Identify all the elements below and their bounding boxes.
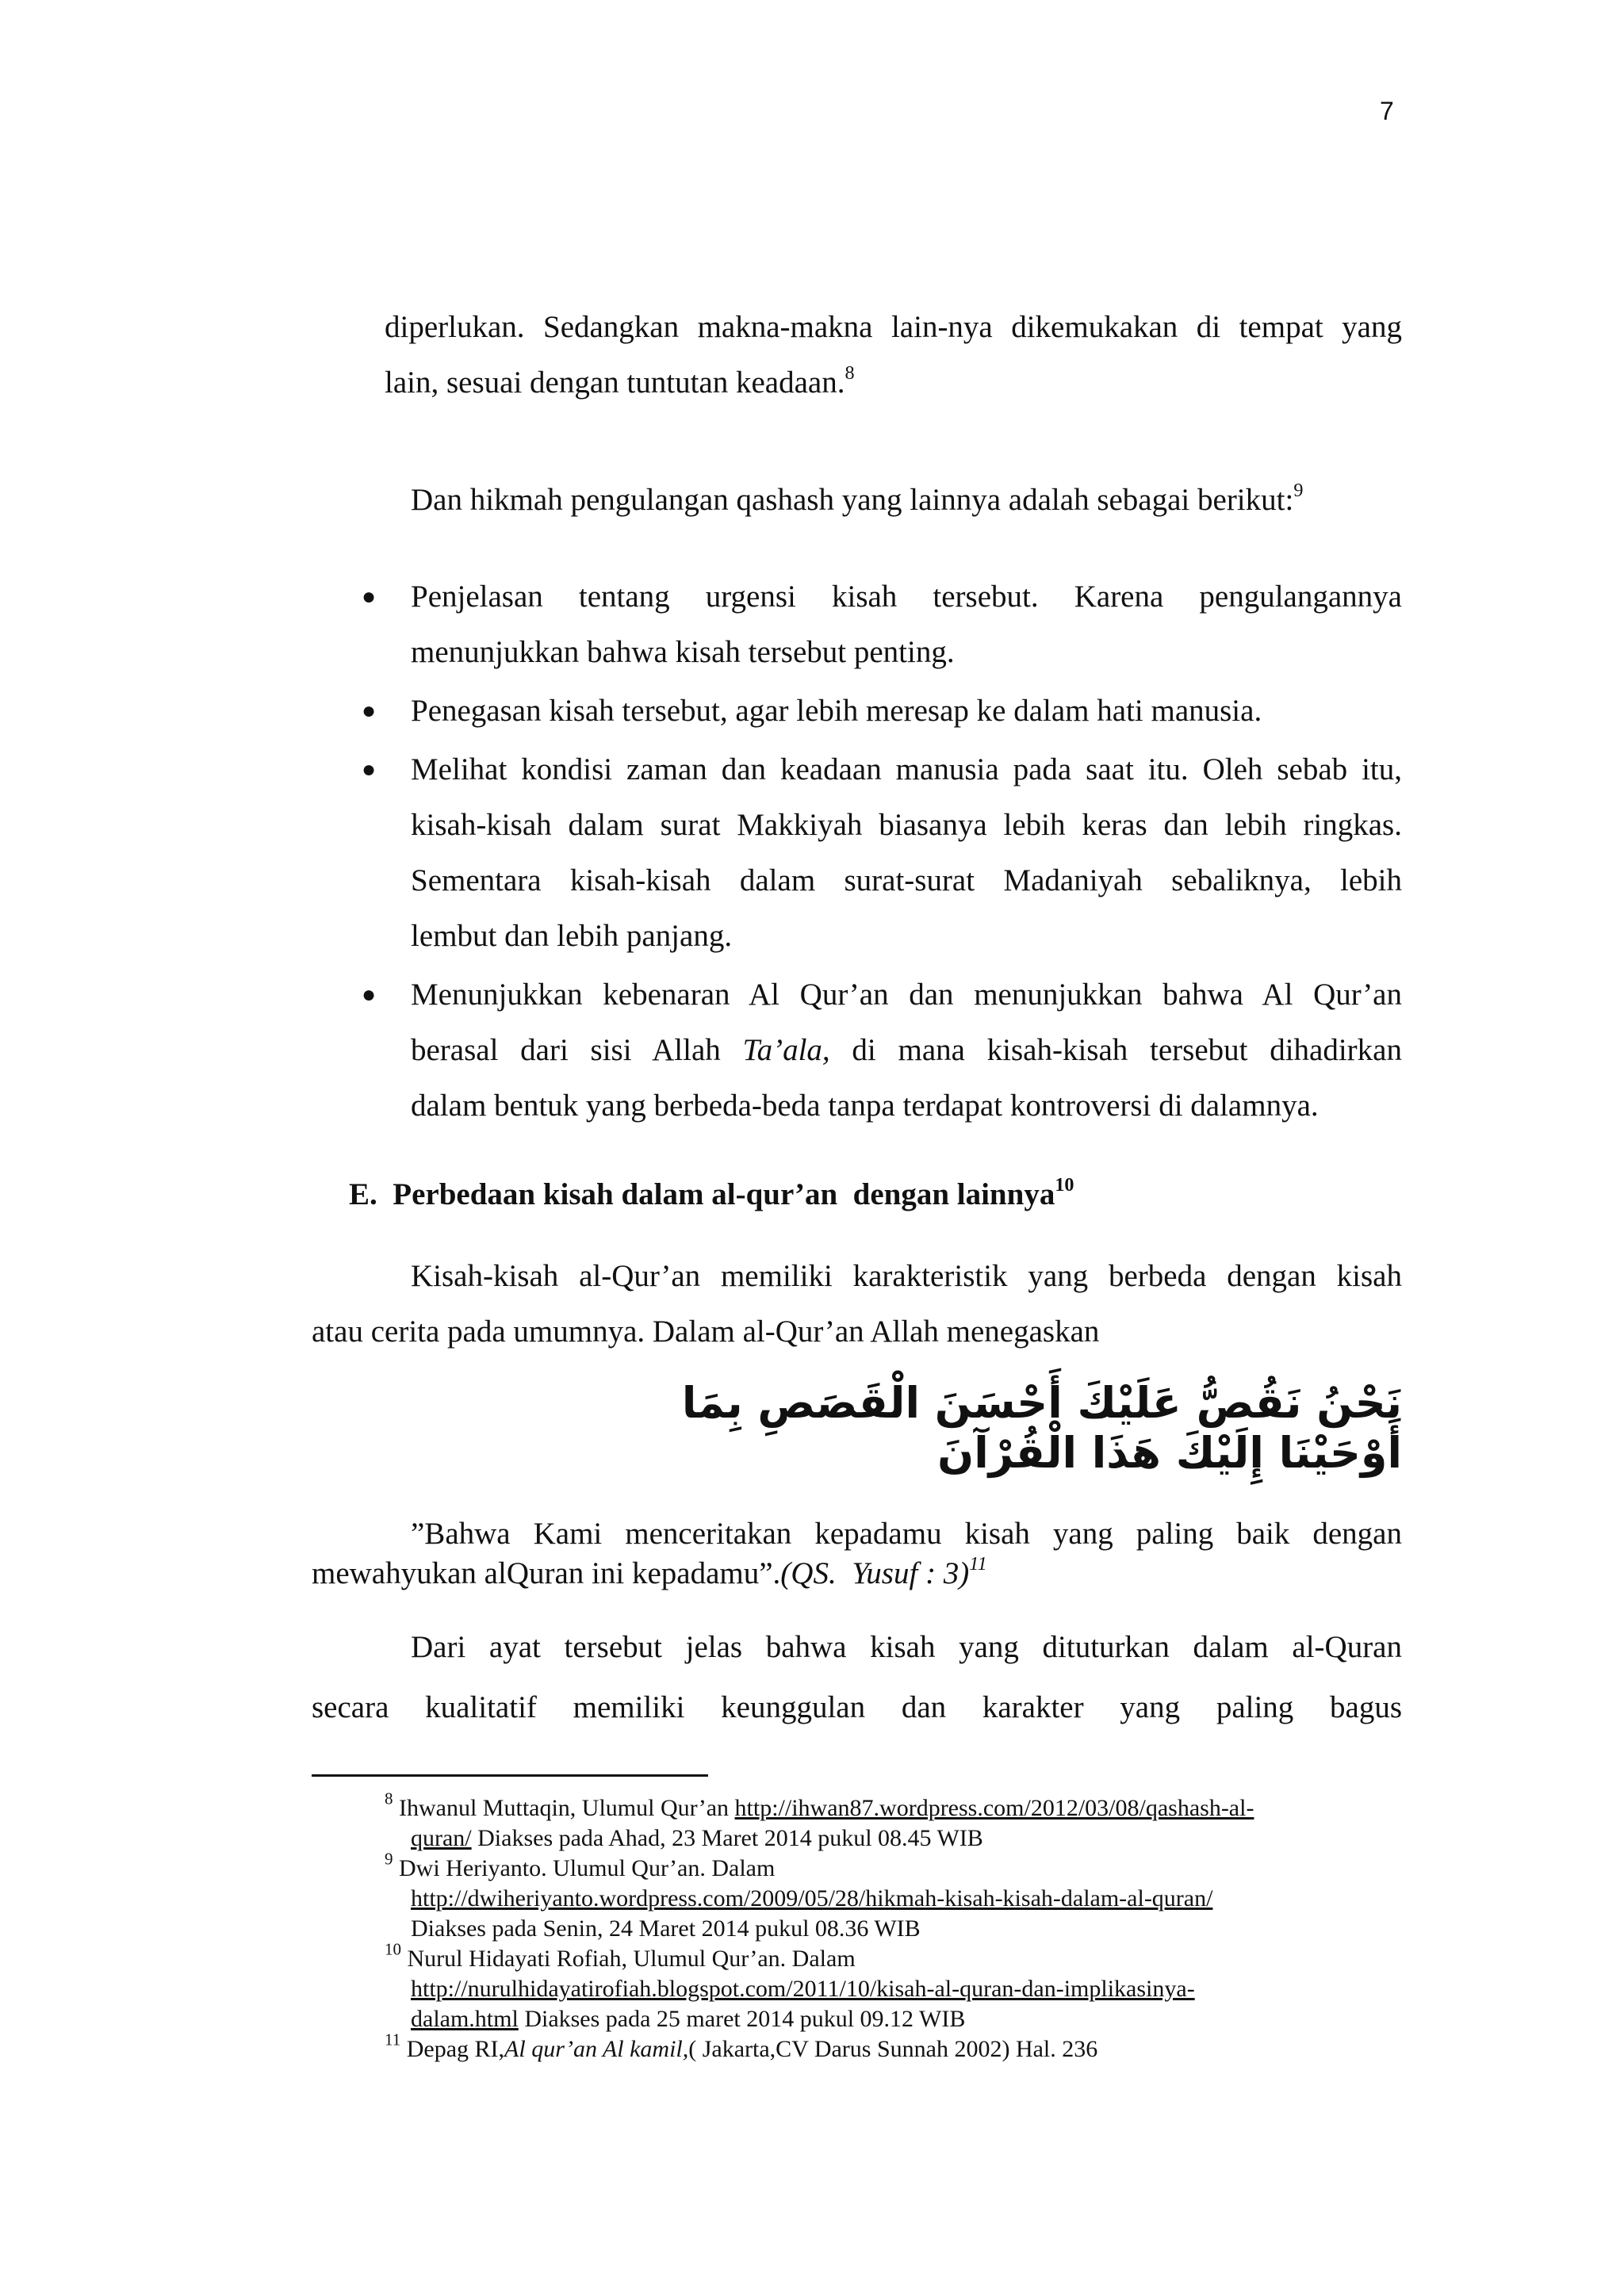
footnote — [385, 1849, 1408, 1944]
list-item-line: Melihat kondisi zaman dan keadaan manusia pada saat itu. Oleh sebab itu, — [411, 752, 1402, 786]
footnote-text: Dwi Heriyanto. Ulumul Qur’an. Dalam — [399, 1855, 776, 1881]
translation-line — [312, 1554, 1402, 1594]
list-item-text: berasal dari sisi Allah — [411, 1033, 743, 1067]
footnote-link[interactable]: http://nurulhidayatirofiah.blogspot.com/2011/10/kisah-al-quran-dan-implikasinya- — [411, 1976, 1195, 2002]
list-item-line: Menunjukkan kebenaran Al Qur’an dan menunjukkan bahwa Al Qur’an — [411, 978, 1402, 1012]
footnote-link[interactable]: quran/ — [411, 1825, 472, 1851]
footnote — [385, 1939, 1408, 2034]
list-item — [357, 569, 1402, 680]
footnote-ref: 8 — [845, 362, 855, 385]
list-item-line: menunjukkan bahwa kisah tersebut penting. — [411, 635, 955, 669]
list-item-text: di mana kisah-kisah tersebut dihadirkan — [829, 1033, 1402, 1067]
footnote-text: ( Jakarta,CV Darus Sunnah 2002) Hal. 236 — [688, 2036, 1098, 2062]
list-item — [357, 967, 1402, 1134]
footnote-number: 11 — [385, 2030, 401, 2049]
paragraph-continuation — [385, 300, 1402, 411]
paragraph-kisah — [312, 1249, 1402, 1360]
footnote — [385, 2030, 1408, 2064]
heading-text: E. Perbedaan kisah dalam al-qur’an dengan lainnya — [349, 1177, 1055, 1211]
list-item-line: Penegasan kisah tersebut, agar lebih meresap ke dalam hati manusia. — [411, 694, 1262, 728]
list-item — [357, 683, 1402, 739]
footnote-number: 10 — [385, 1939, 401, 1959]
footnote-number: 9 — [385, 1849, 393, 1869]
translation-line: ”Bahwa Kami menceritakan kepadamu kisah yang paling baik dengan — [411, 1517, 1402, 1551]
bullet-icon: ● — [361, 756, 377, 783]
list-item-line: dalam bentuk yang berbeda-beda tanpa terdapat kontroversi di dalamnya. — [411, 1089, 1319, 1123]
list-item-line: lembut dan lebih panjang. — [411, 919, 733, 953]
footnote-text: Depag RI, — [406, 2036, 505, 2062]
italic-term: Ta’ala, — [742, 1033, 830, 1067]
paragraph-text: lain, sesuai dengan tuntutan keadaan. — [385, 365, 845, 400]
footnote-text: Nurul Hidayati Rofiah, Ulumul Qur’an. Dalam — [407, 1946, 856, 1972]
intro-text: Dan hikmah pengulangan qashash yang lainnya adalah sebagai berikut: — [411, 483, 1294, 517]
paragraph-line: atau cerita pada umumnya. Dalam al-Qur’an Allah menegaskan — [312, 1314, 1100, 1349]
footnote-ref: 10 — [1055, 1174, 1074, 1196]
arabic-verse: نَحْنُ نَقُصُّ عَلَيْكَ أَحْسَنَ الْقَصَصِ بِمَا أَوْحَيْنَا إِلَيْكَ هَذَا الْقُرْآنَ — [681, 1378, 1402, 1478]
intro-sentence — [411, 473, 1402, 528]
verse-translation — [312, 1514, 1402, 1594]
footnote-text: Diakses pada Ahad, 23 Maret 2014 pukul 08.45 WIB — [471, 1825, 983, 1851]
footnote-link[interactable]: http://dwiheriyanto.wordpress.com/2009/05/28/hikmah-kisah-kisah-dalam-al-quran/ — [411, 1885, 1213, 1911]
footnote-text: Diakses pada 25 maret 2014 pukul 09.12 WIB — [518, 2006, 966, 2032]
list-item-line — [411, 1023, 1402, 1078]
verse-citation: (QS. Yusuf : 3) — [780, 1556, 970, 1590]
bullet-icon: ● — [361, 584, 377, 610]
paragraph-line: Kisah-kisah al-Qur’an memiliki karakteristik yang berbeda dengan kisah — [411, 1259, 1402, 1293]
footnote-text: Ihwanul Muttaqin, Ulumul Qur’an — [399, 1795, 735, 1821]
footnote-ref: 9 — [1293, 480, 1304, 502]
footnote-number: 8 — [385, 1789, 393, 1808]
footnote-text: Diakses pada Senin, 24 Maret 2014 pukul 08.36 WIB — [411, 1915, 921, 1942]
footnote-divider — [312, 1774, 708, 1777]
paragraph-line — [385, 355, 1402, 411]
footnote-ref: 11 — [969, 1553, 987, 1575]
translation-text: mewahyukan alQuran ini kepadamu”. — [312, 1556, 781, 1590]
footnotes — [385, 1789, 1408, 2064]
list-item-line: kisah-kisah dalam surat Makkiyah biasanya lebih keras dan lebih ringkas. — [411, 808, 1402, 842]
footnote-link[interactable]: http://ihwan87.wordpress.com/2012/03/08/qashash-al- — [734, 1795, 1254, 1821]
footnote — [385, 1789, 1408, 1854]
footnote-link[interactable]: dalam.html — [411, 2006, 519, 2032]
list-item-line: Penjelasan tentang urgensi kisah tersebut. Karena pengulangannya — [411, 580, 1402, 614]
paragraph-line: secara kualitatif memiliki keunggulan dan karakter yang paling bagus — [312, 1690, 1402, 1724]
list-item — [357, 742, 1402, 964]
paragraph-line: diperlukan. Sedangkan makna-makna lain-nya dikemukakan di tempat yang — [385, 310, 1402, 344]
bullet-icon: ● — [361, 698, 377, 724]
page-number: 7 — [1380, 97, 1394, 125]
paragraph-line: Dari ayat tersebut jelas bahwa kisah yang dituturkan dalam al-Quran — [411, 1630, 1402, 1664]
paragraph-analysis — [312, 1617, 1402, 1738]
section-heading — [349, 1174, 1074, 1212]
list-item-line: Sementara kisah-kisah dalam surat-surat Madaniyah sebaliknya, lebih — [411, 863, 1402, 897]
book-title: Al qur’an Al kamil, — [504, 2036, 689, 2062]
bullet-list — [357, 569, 1402, 1137]
bullet-icon: ● — [361, 982, 377, 1008]
